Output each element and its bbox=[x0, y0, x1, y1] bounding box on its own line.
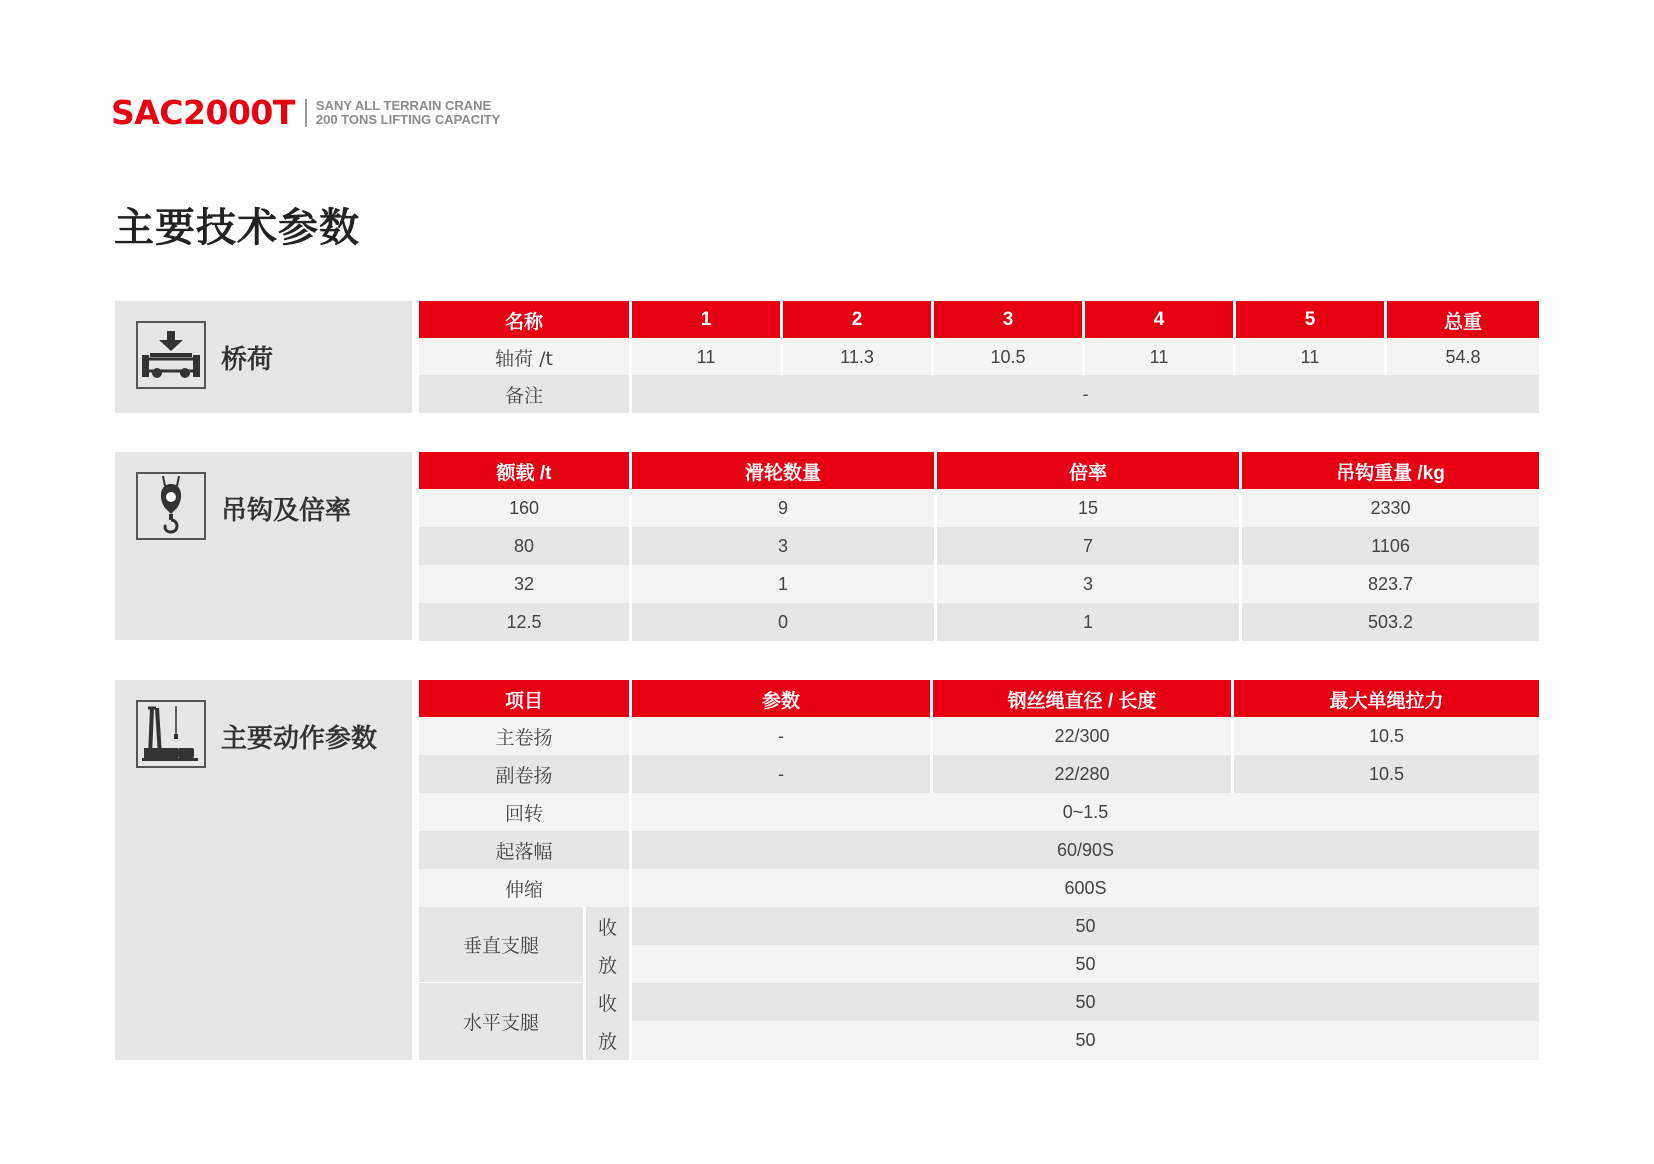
table-cell: 1 bbox=[632, 565, 934, 603]
table-cell: - bbox=[632, 717, 930, 755]
table-cell: 0~1.5 bbox=[632, 793, 1539, 831]
header-cell: 项目 bbox=[419, 680, 629, 718]
header-cell: 额载 /t bbox=[419, 452, 629, 490]
axle-load-label: 桥荷 bbox=[221, 345, 274, 375]
axle-load-icon bbox=[136, 321, 206, 389]
header-cell: 吊钩重量 /kg bbox=[1242, 452, 1539, 490]
table-row bbox=[419, 831, 1539, 869]
axle-load-section bbox=[0, 301, 1654, 413]
table-cell: - bbox=[632, 755, 930, 793]
brand-subtitle bbox=[316, 99, 500, 127]
table-cell: 3 bbox=[937, 565, 1239, 603]
extend-label: 放 bbox=[586, 945, 629, 983]
table-cell: 3 bbox=[632, 527, 934, 565]
table-cell: 0 bbox=[632, 603, 934, 641]
hook-label: 吊钩及倍率 bbox=[221, 496, 352, 526]
table-row bbox=[586, 983, 1539, 1021]
vertical-outrigger-label: 垂直支腿 bbox=[419, 907, 583, 982]
table-cell: 2330 bbox=[1242, 489, 1539, 527]
table-row bbox=[419, 717, 1539, 755]
row-label: 副卷扬 bbox=[419, 755, 629, 793]
extend-label: 放 bbox=[586, 1021, 629, 1060]
table-cell: 50 bbox=[632, 945, 1539, 983]
table-cell: 60/90S bbox=[632, 831, 1539, 869]
table-cell: 11 bbox=[1085, 338, 1233, 376]
table-cell: 7 bbox=[937, 527, 1239, 565]
motion-section bbox=[0, 680, 1654, 1060]
table-header-row bbox=[419, 452, 1539, 490]
note-value: - bbox=[632, 375, 1539, 413]
table-row bbox=[419, 793, 1539, 831]
horizontal-outrigger-label: 水平支腿 bbox=[419, 983, 583, 1060]
table-cell: 10.5 bbox=[1234, 717, 1539, 755]
table-row bbox=[586, 1021, 1539, 1060]
table-header-row bbox=[419, 680, 1539, 718]
table-row bbox=[419, 375, 1539, 413]
table-header-row bbox=[419, 301, 1539, 339]
brand-model: SAC2000T bbox=[111, 93, 295, 132]
table-cell: 22/300 bbox=[933, 717, 1231, 755]
table-cell: 11.3 bbox=[783, 338, 931, 376]
table-cell: 50 bbox=[632, 1021, 1539, 1060]
table-row bbox=[419, 527, 1539, 565]
header-cell: 钢丝绳直径 / 长度 bbox=[933, 680, 1231, 718]
header-cell: 5 bbox=[1236, 301, 1384, 339]
table-row bbox=[419, 338, 1539, 376]
table-cell: 10.5 bbox=[1234, 755, 1539, 793]
table-cell: 11 bbox=[632, 338, 780, 376]
table-cell: 32 bbox=[419, 565, 629, 603]
row-label: 备注 bbox=[419, 375, 629, 413]
table-row bbox=[586, 907, 1539, 945]
hook-section bbox=[0, 452, 1654, 640]
table-cell: 600S bbox=[632, 869, 1539, 907]
header-cell: 总重 bbox=[1387, 301, 1539, 339]
row-label: 起落幅 bbox=[419, 831, 629, 869]
table-cell: 50 bbox=[632, 983, 1539, 1021]
table-cell: 1 bbox=[937, 603, 1239, 641]
crane-boom-icon bbox=[136, 700, 206, 768]
brand-header bbox=[111, 93, 501, 132]
page-title: 主要技术参数 bbox=[114, 205, 360, 251]
table-cell: 50 bbox=[632, 907, 1539, 945]
header-cell: 参数 bbox=[632, 680, 930, 718]
header-cell: 倍率 bbox=[937, 452, 1239, 490]
table-cell: 11 bbox=[1236, 338, 1384, 376]
table-row bbox=[419, 869, 1539, 907]
table-cell: 160 bbox=[419, 489, 629, 527]
table-cell: 823.7 bbox=[1242, 565, 1539, 603]
row-label: 主卷扬 bbox=[419, 717, 629, 755]
header-cell: 名称 bbox=[419, 301, 629, 339]
table-row bbox=[586, 945, 1539, 983]
table-cell: 12.5 bbox=[419, 603, 629, 641]
header-cell: 1 bbox=[632, 301, 780, 339]
table-cell: 22/280 bbox=[933, 755, 1231, 793]
table-row bbox=[419, 489, 1539, 527]
table-cell: 1106 bbox=[1242, 527, 1539, 565]
header-cell: 4 bbox=[1085, 301, 1233, 339]
header-cell: 最大单绳拉力 bbox=[1234, 680, 1539, 718]
brand-divider bbox=[305, 99, 307, 127]
row-label: 回转 bbox=[419, 793, 629, 831]
hook-panel bbox=[115, 452, 412, 640]
hook-block-icon bbox=[136, 472, 206, 540]
table-cell: 15 bbox=[937, 489, 1239, 527]
table-cell: 9 bbox=[632, 489, 934, 527]
retract-label: 收 bbox=[586, 983, 629, 1021]
table-cell: 80 bbox=[419, 527, 629, 565]
motion-label: 主要动作参数 bbox=[221, 724, 378, 754]
table-row bbox=[419, 755, 1539, 793]
row-label: 轴荷 /t bbox=[419, 338, 629, 376]
header-cell: 滑轮数量 bbox=[632, 452, 934, 490]
table-cell: 54.8 bbox=[1387, 338, 1539, 376]
motion-panel bbox=[115, 680, 412, 1060]
brand-subtitle-line1: SANY ALL TERRAIN CRANE bbox=[315, 97, 492, 113]
row-label: 伸缩 bbox=[419, 869, 629, 907]
table-row bbox=[419, 565, 1539, 603]
header-cell: 2 bbox=[783, 301, 931, 339]
table-row bbox=[419, 603, 1539, 641]
brand-subtitle-line2: 200 TONS LIFTING CAPACITY bbox=[315, 111, 501, 127]
header-cell: 3 bbox=[934, 301, 1082, 339]
table-cell: 503.2 bbox=[1242, 603, 1539, 641]
table-cell: 10.5 bbox=[934, 338, 1082, 376]
axle-load-panel bbox=[115, 301, 412, 413]
retract-label: 收 bbox=[586, 907, 629, 945]
